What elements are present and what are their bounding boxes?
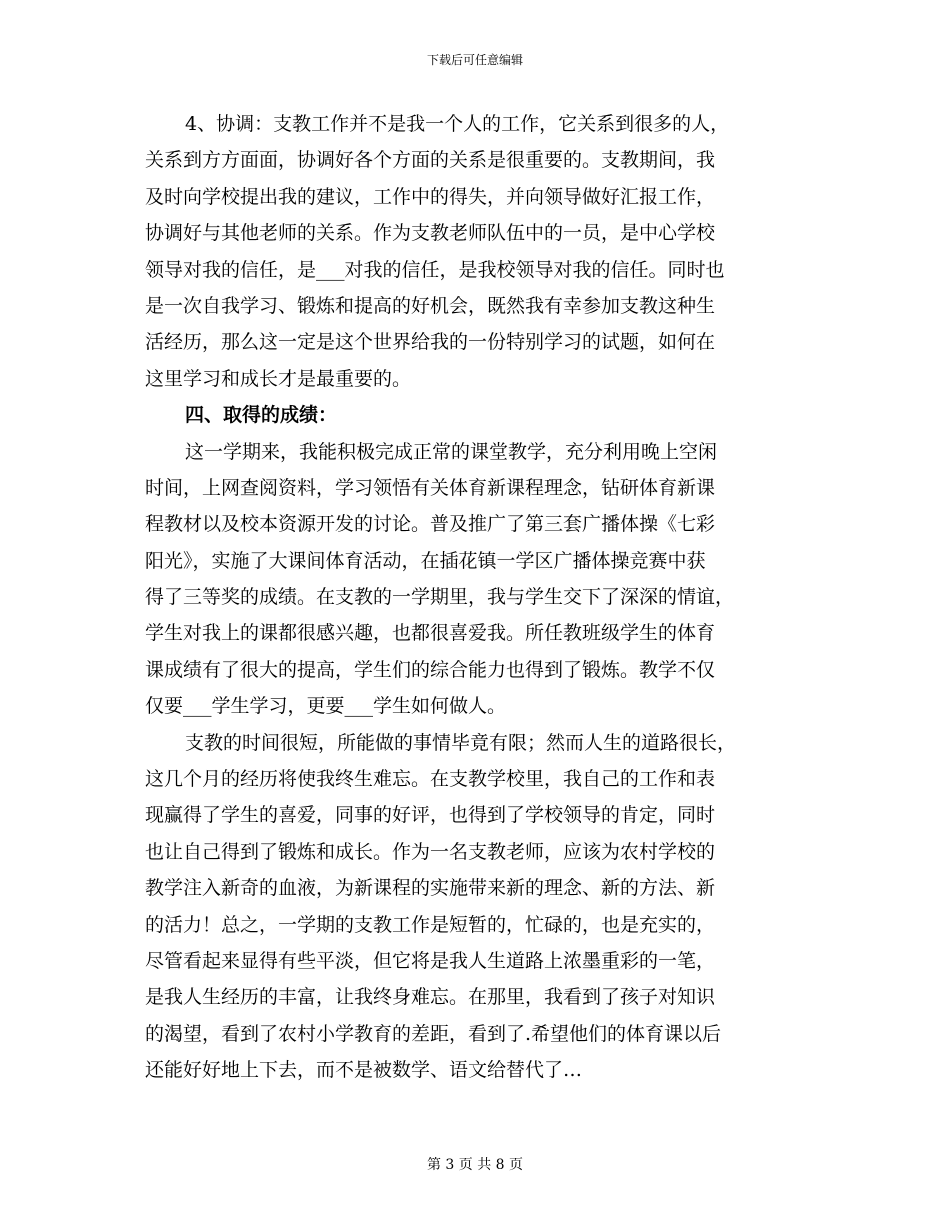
paragraph-line: 阳光》，实施了大课间体育活动，在插花镇一学区广播体操竞赛中获: [145, 549, 706, 572]
section-heading: 四、取得的成绩：: [185, 404, 338, 427]
paragraph-line: 学生对我上的课都很感兴趣，也都很喜爱我。所任教班级学生的体育: [145, 622, 716, 645]
paragraph-line: 教学注入新奇的血液，为新课程的实施带来新的理念、新的方法、新: [145, 877, 716, 900]
paragraph-line: 程教材以及校本资源开发的讨论。普及推广了第三套广播体操《七彩: [145, 513, 716, 536]
paragraph-line: 及时向学校提出我的建议，工作中的得失，并向领导做好汇报工作，: [145, 185, 716, 208]
paragraph-line: 关系到方方面面，协调好各个方面的关系是很重要的。支教期间，我: [145, 149, 716, 172]
paragraph-line: 支教的时间很短，所能做的事情毕竟有限；然而人生的道路很长，: [185, 731, 737, 754]
paragraph-line: 现赢得了学生的喜爱，同事的好评，也得到了学校领导的肯定，同时: [145, 804, 716, 827]
paragraph-line: 是一次自我学习、锻炼和提高的好机会，既然我有幸参加支教这种生: [145, 294, 716, 317]
paragraph-line: 的渴望，看到了农村小学教育的差距，看到了.希望他们的体育课以后: [145, 1022, 722, 1045]
paragraph-line: 也让自己得到了锻炼和成长。作为一名支教老师，应该为农村学校的: [145, 840, 716, 863]
paragraph-line: 的活力！总之，一学期的支教工作是短暂的，忙碌的，也是充实的，: [145, 913, 716, 936]
paragraph-line: 仅要___学生学习，更要___学生如何做人。: [145, 695, 507, 718]
paragraph-line: 是我人生经历的丰富，让我终身难忘。在那里，我看到了孩子对知识: [145, 986, 716, 1009]
paragraph-line: 这一学期来，我能积极完成正常的课堂教学，充分利用晚上空闲: [185, 440, 718, 463]
paragraph-line: 还能好好地上下去，而不是被数学、语文给替代了…: [145, 1059, 583, 1082]
page-header-note: 下载后可任意编辑: [426, 53, 523, 67]
paragraph-line: 课成绩有了很大的提高，学生们的综合能力也得到了锻炼。教学不仅: [145, 658, 716, 681]
paragraph-line: 领导对我的信任，是___对我的信任，是我校领导对我的信任。同时也: [145, 258, 725, 281]
paragraph-line: 得了三等奖的成绩。在支教的一学期里，我与学生交下了深深的情谊，: [145, 586, 735, 609]
page-number: 第 3 页 共 8 页: [426, 1157, 524, 1173]
paragraph-line: 这里学习和成长才是最重要的。: [145, 367, 412, 390]
paragraph-line: 尽管看起来显得有些平淡，但它将是我人生道路上浓墨重彩的一笔，: [145, 949, 716, 972]
paragraph-line: 4、协调：支教工作并不是我一个人的工作，它关系到很多的人，: [185, 113, 730, 135]
document-body: [145, 106, 805, 1089]
paragraph-line: 活经历，那么这一定是这个世界给我的一份特别学习的试题，如何在: [145, 331, 716, 354]
paragraph-line: 时间，上网查阅资料，学习领悟有关体育新课程理念，钻研体育新课: [145, 476, 716, 499]
paragraph-line: 这几个月的经历将使我终生难忘。在支教学校里，我自己的工作和表: [145, 768, 716, 791]
paragraph-line: 协调好与其他老师的关系。作为支教老师队伍中的一员，是中心学校: [145, 222, 716, 245]
